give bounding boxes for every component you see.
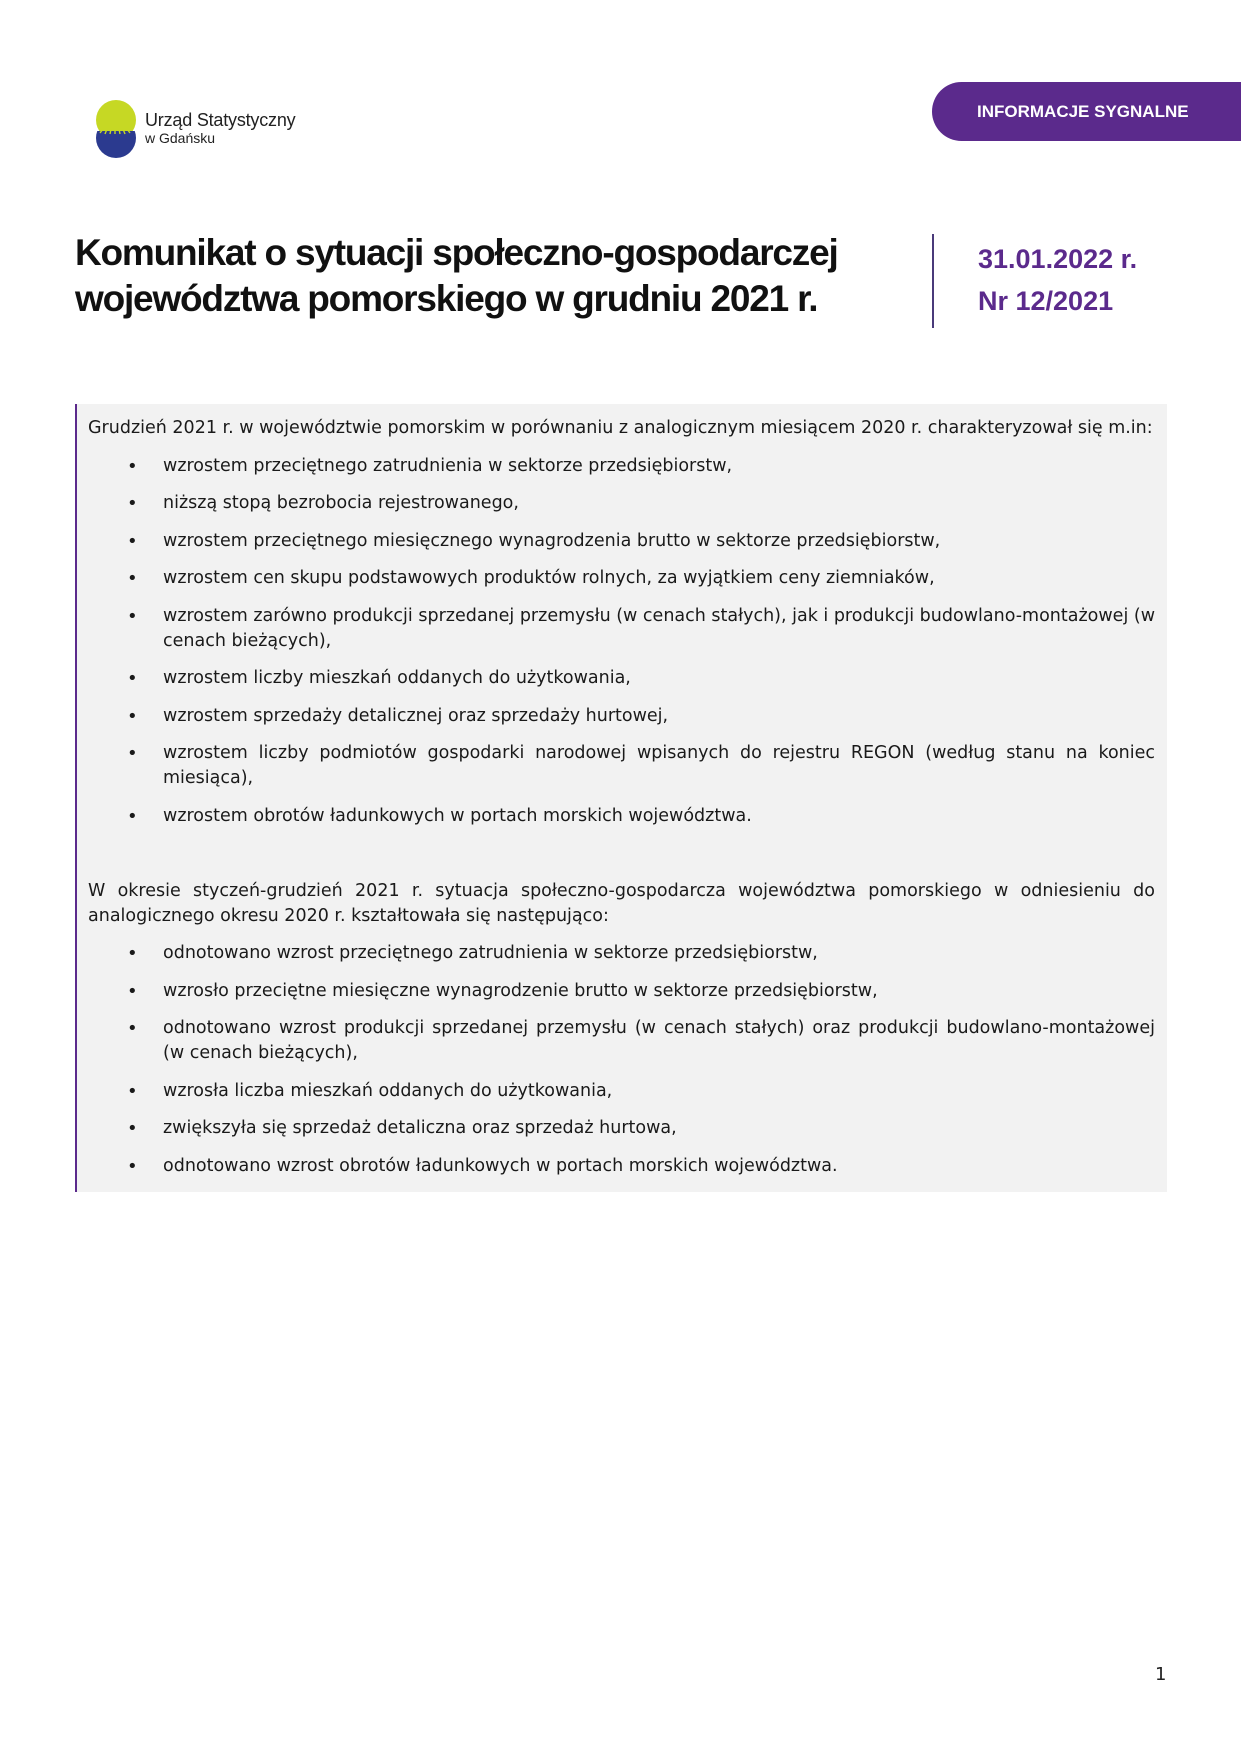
list-item: • odnotowano wzrost przeciętnego zatrudnienia w sektorze przedsiębiorstw, [88,941,1155,966]
list-item: • odnotowano wzrost obrotów ładunkowych w portach morskich województwa. [88,1154,1155,1179]
summary-box [75,404,1167,1192]
release-meta [978,238,1137,322]
section1-intro: Grudzień 2021 r. w województwie pomorskim w porównaniu z analogicznym miesiącem 2020 r. charakteryzował się m.in: [88,418,1153,438]
title-line-1: Komunikat o sytuacji społeczno-gospodarczej [75,232,838,273]
logo-emblem-icon [94,98,138,162]
release-date: 31.01.2022 r. [978,244,1138,274]
release-number: Nr 12/2021 [978,286,1114,316]
list-item: • wzrostem cen skupu podstawowych produktów rolnych, za wyjątkiem ceny ziemniaków, [88,566,1155,591]
list-item: • wzrosła liczba mieszkań oddanych do użytkowania, [88,1079,1155,1104]
list-item: • wzrosło przeciętne miesięczne wynagrodzenie brutto w sektorze przedsiębiorstw, [88,979,1155,1004]
category-badge: INFORMACJE SYGNALNE [932,82,1241,141]
page-number: 1 [1155,1664,1167,1685]
section1-list [88,454,1155,829]
list-item: • odnotowano wzrost produkcji sprzedanej przemysłu (w cenach stałych) oraz produkcji budowlano-montażowej (w cenach bieżących), [88,1016,1155,1066]
list-item: • zwiększyła się sprzedaż detaliczna oraz sprzedaż hurtowa, [88,1116,1155,1141]
logo [94,98,314,164]
list-item: • wzrostem zarówno produkcji sprzedanej przemysłu (w cenach stałych), jak i produkcji budowlano-montażowej (w cenach bieżących), [88,604,1155,654]
list-item: • wzrostem przeciętnego miesięcznego wynagrodzenia brutto w sektorze przedsiębiorstw, [88,529,1155,554]
title-line-2: województwa pomorskiego w grudniu 2021 r. [75,278,818,319]
title-divider [932,234,934,328]
list-item: • niższą stopą bezrobocia rejestrowanego, [88,491,1155,516]
logo-title: Urząd Statystyczny [145,110,296,130]
page-title [75,230,875,322]
list-item: • wzrostem sprzedaży detalicznej oraz sprzedaży hurtowej, [88,704,1155,729]
logo-subtitle: w Gdańsku [145,130,216,146]
list-item: • wzrostem liczby mieszkań oddanych do użytkowania, [88,666,1155,691]
list-item: • wzrostem przeciętnego zatrudnienia w sektorze przedsiębiorstw, [88,454,1155,479]
section2-intro: W okresie styczeń-grudzień 2021 r. sytuacja społeczno-gospodarcza województwa pomorskiego w odniesieniu do analogicznego okresu 2020 r. kształtowała się następująco: [88,880,1155,926]
list-item: • wzrostem obrotów ładunkowych w portach morskich województwa. [88,804,1155,829]
list-item: • wzrostem liczby podmiotów gospodarki narodowej wpisanych do rejestru REGON (według stanu na koniec miesiąca), [88,741,1155,791]
section2-list [88,941,1155,1179]
